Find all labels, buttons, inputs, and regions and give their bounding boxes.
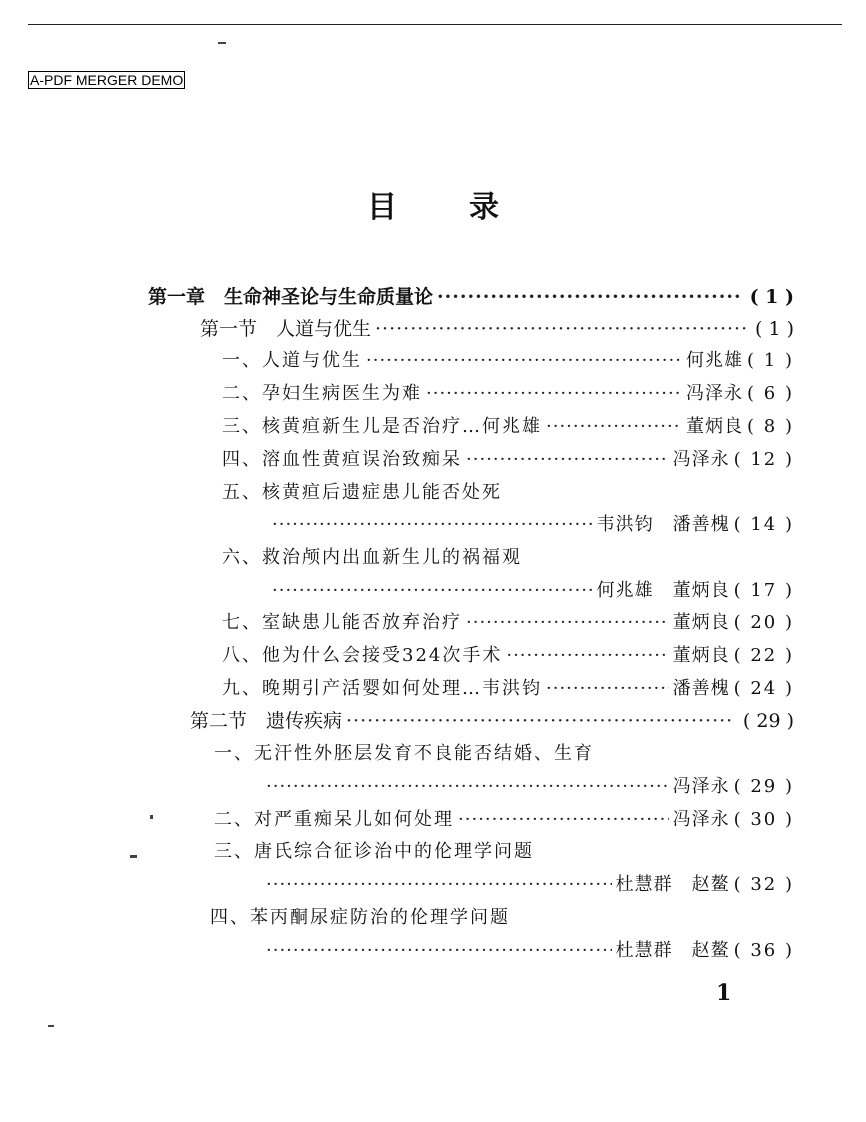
toc-entry <box>262 772 794 802</box>
toc-entry-author: 冯泽永 <box>672 449 730 470</box>
toc-entry-author: 冯泽永 <box>672 776 730 797</box>
toc-entry-title: 七、室缺患儿能否放弃治疗 <box>222 612 462 633</box>
dot-leader <box>266 874 612 895</box>
toc-entry <box>200 314 794 344</box>
toc-entry-page: ( 12 ) <box>733 449 794 470</box>
dot-leader <box>458 809 669 830</box>
toc-entry-title: 四、苯丙酮尿症防治的伦理学问题 <box>210 907 510 928</box>
toc-entry-title: 一、无汗性外胚层发育不良能否结婚、生育 <box>214 743 594 764</box>
dot-leader <box>366 350 682 371</box>
toc-entry-author: 韦洪钧 潘善槐 <box>596 514 730 535</box>
toc-entry-author: 冯泽永 <box>672 809 730 830</box>
watermark-label: A-PDF MERGER DEMO <box>30 72 184 88</box>
dot-leader <box>506 645 668 666</box>
toc-entry-page: ( 30 ) <box>733 809 794 830</box>
toc-entry-title: 三、核黄疸新生儿是否治疗…何兆雄 <box>222 416 542 437</box>
toc-entry-title: 第二节 遗传疾病 <box>190 710 343 732</box>
toc-entry-title: 六、救治颅内出血新生儿的祸福观 <box>222 547 522 568</box>
dot-leader <box>546 416 682 437</box>
scan-speck <box>48 1025 54 1027</box>
toc-entry <box>222 412 794 442</box>
scan-speck <box>130 855 137 858</box>
toc-entry <box>262 870 794 900</box>
toc-entry-title: 第一章 生命神圣论与生命质量论 <box>148 286 434 308</box>
dot-leader <box>266 776 669 797</box>
dot-leader <box>346 710 735 732</box>
toc-entry-author: 何兆雄 董炳良 <box>596 580 730 601</box>
toc-entry-page: ( 1 ) <box>755 318 794 340</box>
toc-entry-page: ( 8 ) <box>747 416 794 437</box>
toc-entry <box>222 346 794 376</box>
toc-entry-title: 八、他为什么会接受324次手术 <box>222 645 503 666</box>
toc-entry <box>268 510 794 540</box>
toc-entry-author: 董炳良 <box>686 416 744 437</box>
dot-leader <box>266 940 612 961</box>
dot-leader <box>466 612 669 633</box>
toc-entry-title: 第一节 人道与优生 <box>200 318 372 340</box>
dot-leader <box>437 286 742 308</box>
dot-leader <box>375 318 747 340</box>
toc-entry-page: ( 24 ) <box>733 678 794 699</box>
dot-leader <box>546 678 669 699</box>
toc-entry-page: ( 36 ) <box>733 940 794 961</box>
toc-entry <box>222 608 794 638</box>
toc-entry <box>214 805 794 835</box>
toc-entry-author: 杜慧群 赵鳌 <box>615 940 730 961</box>
toc-entry-author: 杜慧群 赵鳌 <box>615 874 730 895</box>
dot-leader <box>272 514 593 535</box>
toc-entry <box>222 379 794 409</box>
toc-entry-author: 何兆雄 <box>686 350 744 371</box>
toc-entry-page: ( 22 ) <box>733 645 794 666</box>
dot-leader <box>272 580 593 601</box>
toc-entry-title: 二、对严重痴呆儿如何处理 <box>214 809 454 830</box>
toc-entry-title: 二、孕妇生病医生为难 <box>222 383 422 404</box>
toc-entry <box>222 641 794 671</box>
scan-speck <box>218 42 226 44</box>
toc-entry-page: ( 29 ) <box>733 776 794 797</box>
toc-entry-author: 董炳良 <box>672 645 730 666</box>
toc-entry <box>262 936 794 966</box>
toc-entry-page: ( 6 ) <box>747 383 794 404</box>
toc-entry-title: 九、晚期引产活婴如何处理…韦洪钧 <box>222 678 542 699</box>
toc-entry-author: 潘善槐 <box>672 678 730 699</box>
scan-speck <box>150 815 153 819</box>
toc-entry-page: ( 32 ) <box>733 874 794 895</box>
toc-entry-page: ( 29 ) <box>742 710 794 732</box>
dot-leader <box>466 449 669 470</box>
toc-entry-title: 四、溶血性黄疸误治致痴呆 <box>222 449 462 470</box>
toc-entry-author: 董炳良 <box>672 612 730 633</box>
toc-entry-page: ( 1 ) <box>749 286 794 308</box>
dot-leader <box>426 383 682 404</box>
toc-entry-page: ( 14 ) <box>733 514 794 535</box>
toc-entry <box>268 576 794 606</box>
toc-entry <box>190 706 794 736</box>
toc-entry <box>148 282 794 312</box>
top-rule <box>28 24 842 25</box>
page-number: 1 <box>716 980 732 1006</box>
toc-entry-page: ( 20 ) <box>733 612 794 633</box>
toc-entry-page: ( 1 ) <box>747 350 794 371</box>
toc-entry <box>222 674 794 704</box>
toc-entry-title: 一、人道与优生 <box>222 350 362 371</box>
toc-entry-page: ( 17 ) <box>733 580 794 601</box>
toc-entry-title: 三、唐氏综合征诊治中的伦理学问题 <box>214 841 534 862</box>
toc-entry-title: 五、核黄疸后遗症患儿能否处死 <box>222 482 502 503</box>
toc-entry <box>222 445 794 475</box>
toc-entry-author: 冯泽永 <box>686 383 744 404</box>
page-title: 目录 <box>367 190 571 225</box>
